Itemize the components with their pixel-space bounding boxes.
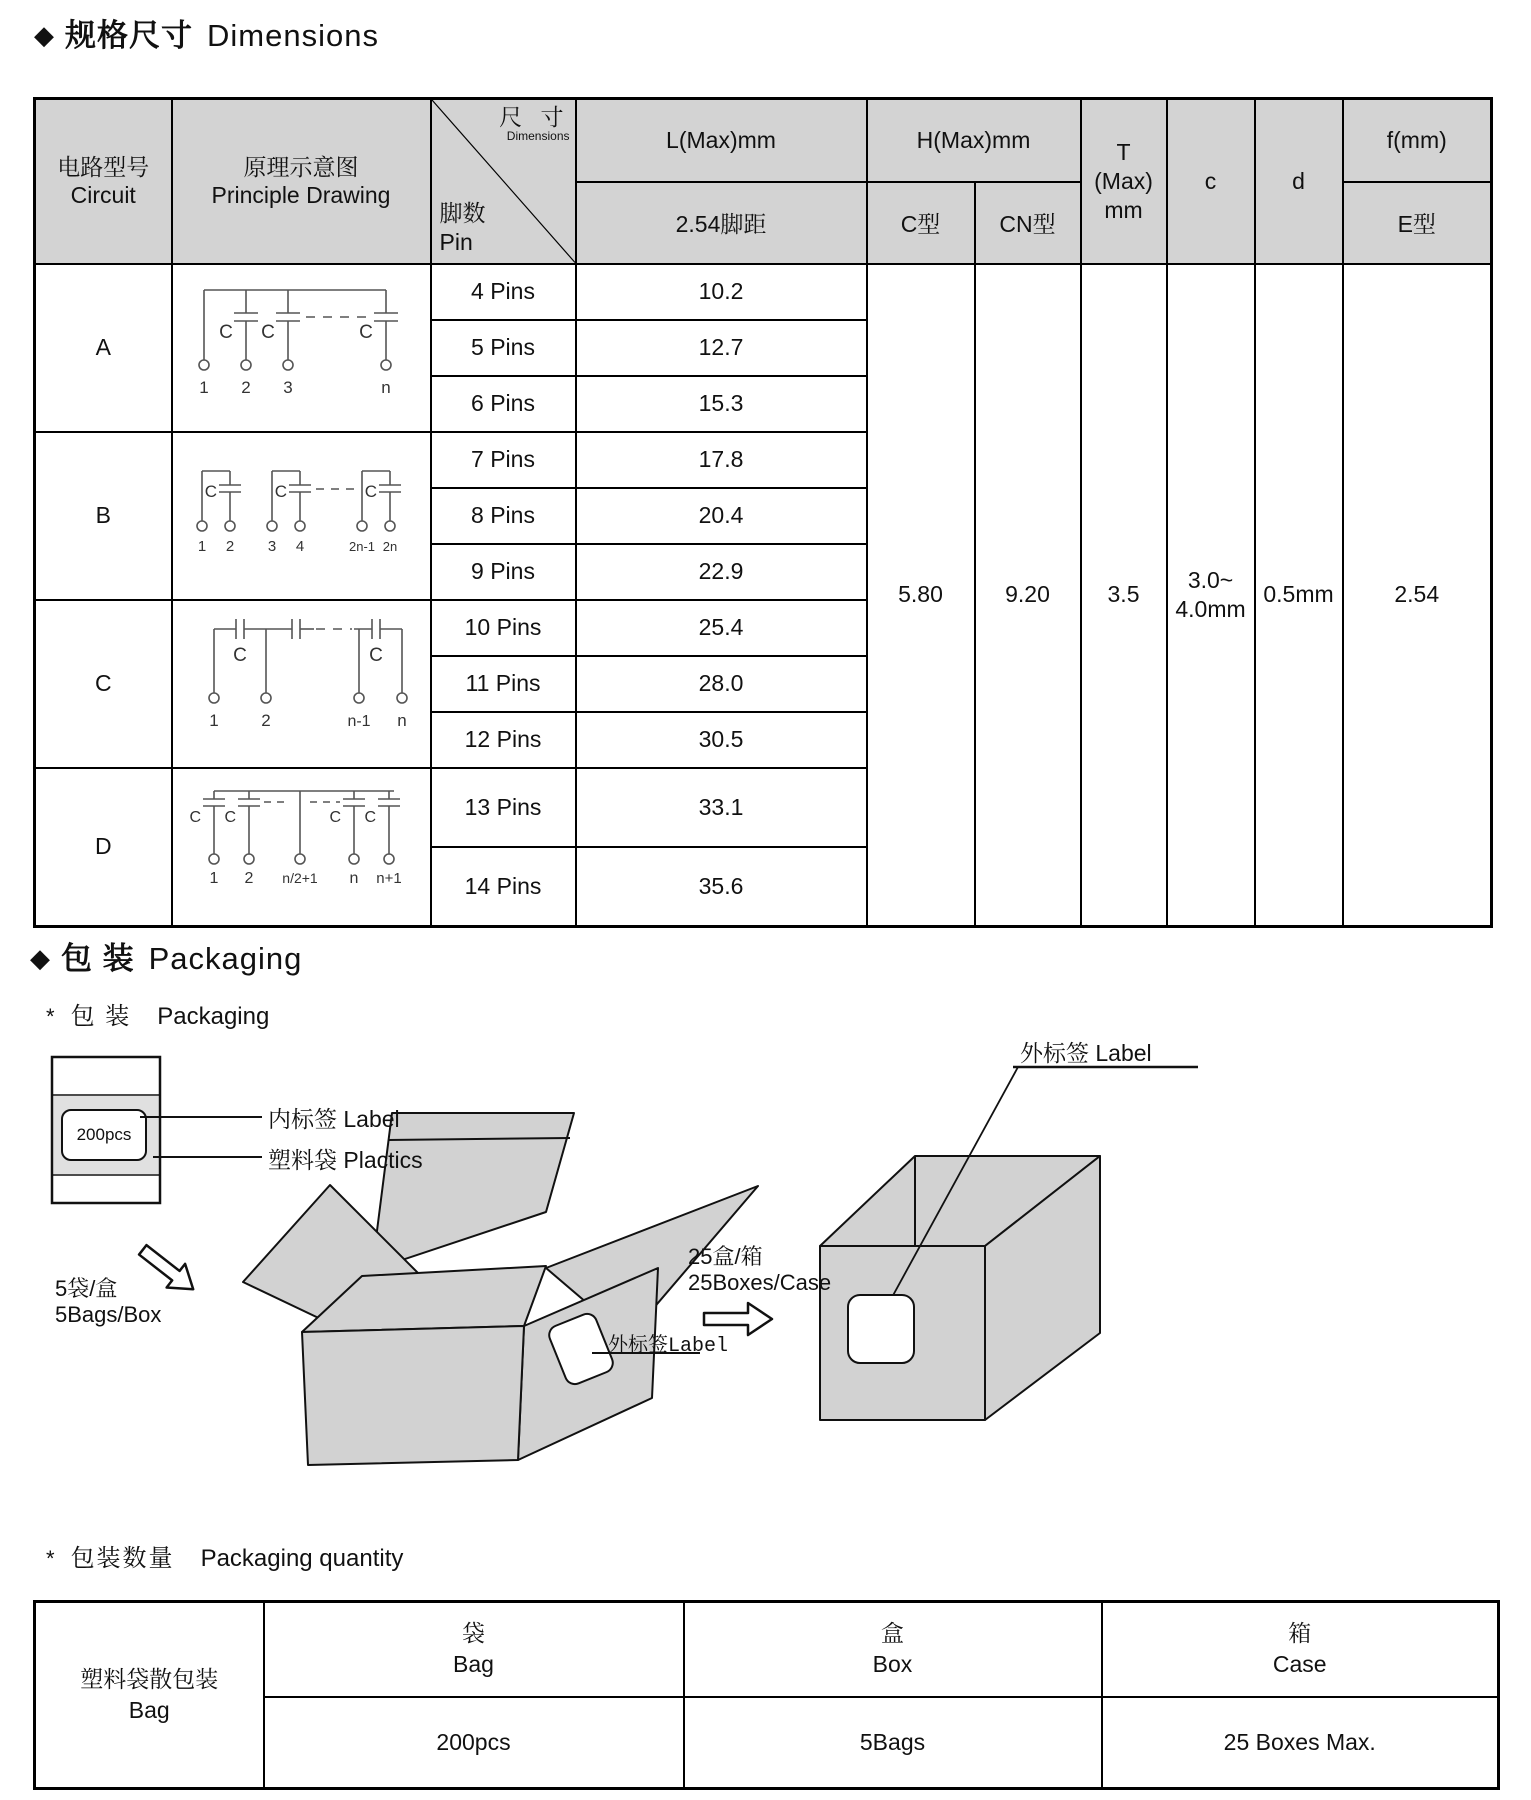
circuit-d-schematic <box>174 769 429 919</box>
cap-label: C <box>218 321 233 343</box>
page-title <box>34 10 379 55</box>
header-l-pitch: 2.54脚距 <box>576 182 867 264</box>
l-cell: 15.3 <box>576 376 867 432</box>
packaging-quantity-cjk: 包装数量 <box>70 1545 175 1572</box>
qty-bag-value: 200pcs <box>264 1697 684 1789</box>
pins-cell: 8 Pins <box>431 488 576 544</box>
circuit-c-drawing <box>172 600 431 768</box>
pin-label: 1 <box>198 377 209 397</box>
bags-per-box-en: 5Bags/Box <box>55 1302 162 1327</box>
pin-label: 2 <box>260 710 271 730</box>
packaging-diagram <box>0 1030 1531 1500</box>
bag-qty-label: 200pcs <box>76 1125 132 1144</box>
asterisk-icon: * <box>46 1546 55 1571</box>
header-pin-label: 脚数 Pin <box>439 200 486 255</box>
header-circuit: 电路型号 Circuit <box>35 99 172 264</box>
pins-cell: 11 Pins <box>431 656 576 712</box>
box-back-flap <box>372 1113 574 1270</box>
pin-label: 3 <box>267 537 276 555</box>
header-pin-dimensions <box>431 99 576 264</box>
circuit-d-drawing <box>172 768 431 927</box>
cap-label: C <box>204 481 217 501</box>
pin-label: 2n-1 <box>348 538 375 554</box>
circuit-b-drawing <box>172 432 431 600</box>
page-title-cjk: 规格尺寸 <box>65 18 193 53</box>
bags-per-box-cjk: 5袋/盒 <box>55 1276 118 1301</box>
pin-label: 2 <box>240 377 251 397</box>
circuit-b: B <box>35 432 172 600</box>
case-drawing <box>820 1156 1100 1420</box>
cap-label: C <box>358 321 373 343</box>
pins-cell: 13 Pins <box>431 768 576 847</box>
pin-label: 1 <box>208 710 219 730</box>
plastic-bag-callout: 塑料袋 Plactics <box>268 1147 423 1173</box>
packaging-quantity-subheading <box>46 1538 403 1573</box>
qty-row-header: 塑料袋散包装 Bag <box>35 1602 264 1789</box>
header-c: c <box>1167 99 1255 264</box>
cap-label: C <box>364 481 377 501</box>
box-label-callout: 外标签Label <box>608 1335 729 1358</box>
packaging-heading-cjk: 包 装 <box>61 941 135 976</box>
pins-cell: 9 Pins <box>431 544 576 600</box>
qty-col-bag: 袋 Bag <box>264 1602 684 1697</box>
cap-label: C <box>328 808 341 826</box>
header-cn-type: CN型 <box>975 182 1081 264</box>
pin-label: n+1 <box>375 869 402 887</box>
cap-label: C <box>368 644 383 666</box>
header-d: d <box>1255 99 1343 264</box>
boxes-per-case-cjk: 25盒/箱 <box>688 1244 763 1269</box>
header-l-max: L(Max)mm <box>576 99 867 182</box>
pin-label: 2 <box>225 537 234 555</box>
boxes-per-case-en: 25Boxes/Case <box>688 1270 832 1295</box>
pin-label: n-1 <box>346 712 371 730</box>
header-e-type: E型 <box>1343 182 1492 264</box>
packaging-subheading-en: Packaging <box>157 1003 270 1030</box>
l-cell: 22.9 <box>576 544 867 600</box>
qty-box-value: 5Bags <box>684 1697 1102 1789</box>
header-f: f(mm) <box>1343 99 1492 182</box>
packaging-subheading <box>46 996 269 1031</box>
pin-label: 4 <box>295 537 304 555</box>
asterisk-icon: * <box>46 1004 55 1029</box>
packaging-quantity-table <box>33 1600 1500 1790</box>
pin-label: 2 <box>244 869 253 887</box>
l-cell: 28.0 <box>576 656 867 712</box>
circuit-b-schematic <box>174 433 429 593</box>
pin-label: n <box>380 377 391 397</box>
l-cell: 20.4 <box>576 488 867 544</box>
value-d: 0.5mm <box>1255 264 1343 927</box>
page-title-en: Dimensions <box>207 18 379 53</box>
circuit-a: A <box>35 264 172 432</box>
packaging-heading <box>30 933 302 978</box>
header-h-max: H(Max)mm <box>867 99 1081 182</box>
case-outer-label <box>848 1295 914 1363</box>
l-cell: 25.4 <box>576 600 867 656</box>
circuit-a-drawing <box>172 264 431 432</box>
pins-cell: 12 Pins <box>431 712 576 768</box>
cap-label: C <box>188 808 201 826</box>
value-h-c: 5.80 <box>867 264 975 927</box>
cap-label: C <box>260 321 275 343</box>
l-cell: 30.5 <box>576 712 867 768</box>
qty-col-case: 箱 Case <box>1102 1602 1499 1697</box>
circuit-a-schematic <box>174 265 429 425</box>
pins-cell: 5 Pins <box>431 320 576 376</box>
qty-case-value: 25 Boxes Max. <box>1102 1697 1499 1789</box>
arrow-down-right-icon <box>134 1238 203 1301</box>
diamond-icon: ◆ <box>30 943 51 973</box>
header-c-type: C型 <box>867 182 975 264</box>
packaging-quantity-en: Packaging quantity <box>200 1545 404 1572</box>
cap-label: C <box>363 808 376 826</box>
quantity-table-wrap <box>33 1600 1500 1790</box>
pins-cell: 6 Pins <box>431 376 576 432</box>
pins-cell: 7 Pins <box>431 432 576 488</box>
packaging-subheading-cjk: 包 装 <box>70 1003 132 1030</box>
header-t-max: T (Max) mm <box>1081 99 1167 264</box>
diamond-icon: ◆ <box>34 20 55 50</box>
inner-label-callout: 内标签 Label <box>268 1106 400 1132</box>
l-cell: 12.7 <box>576 320 867 376</box>
pin-label: 1 <box>197 537 206 555</box>
l-cell: 33.1 <box>576 768 867 847</box>
cap-label: C <box>274 481 287 501</box>
packaging-heading-en: Packaging <box>148 941 303 976</box>
pin-label: 3 <box>282 377 293 397</box>
pin-label: n/2+1 <box>281 869 318 886</box>
value-c: 3.0~ 4.0mm <box>1167 264 1255 927</box>
box-front-face <box>302 1326 524 1465</box>
dimensions-table <box>33 97 1493 928</box>
pin-label: n <box>349 869 358 887</box>
pins-cell: 10 Pins <box>431 600 576 656</box>
circuit-d: D <box>35 768 172 927</box>
value-t: 3.5 <box>1081 264 1167 927</box>
header-principle-drawing: 原理示意图 Principle Drawing <box>172 99 431 264</box>
cap-label: C <box>232 644 247 666</box>
circuit-c-schematic <box>174 601 429 761</box>
l-cell: 35.6 <box>576 847 867 926</box>
pin-label: 2n <box>382 538 397 554</box>
pins-cell: 4 Pins <box>431 264 576 320</box>
pin-label: n <box>396 710 407 730</box>
circuit-c: C <box>35 600 172 768</box>
l-cell: 17.8 <box>576 432 867 488</box>
pins-cell: 14 Pins <box>431 847 576 926</box>
dimensions-table-wrap <box>33 97 1493 928</box>
qty-col-box: 盒 Box <box>684 1602 1102 1697</box>
value-h-cn: 9.20 <box>975 264 1081 927</box>
header-size-label: 尺 寸 Dimensions <box>499 104 570 144</box>
value-f: 2.54 <box>1343 264 1492 927</box>
cap-label: C <box>223 808 236 826</box>
pin-label: 1 <box>209 869 218 887</box>
l-cell: 10.2 <box>576 264 867 320</box>
case-label-callout: 外标签 Label <box>1020 1040 1152 1066</box>
